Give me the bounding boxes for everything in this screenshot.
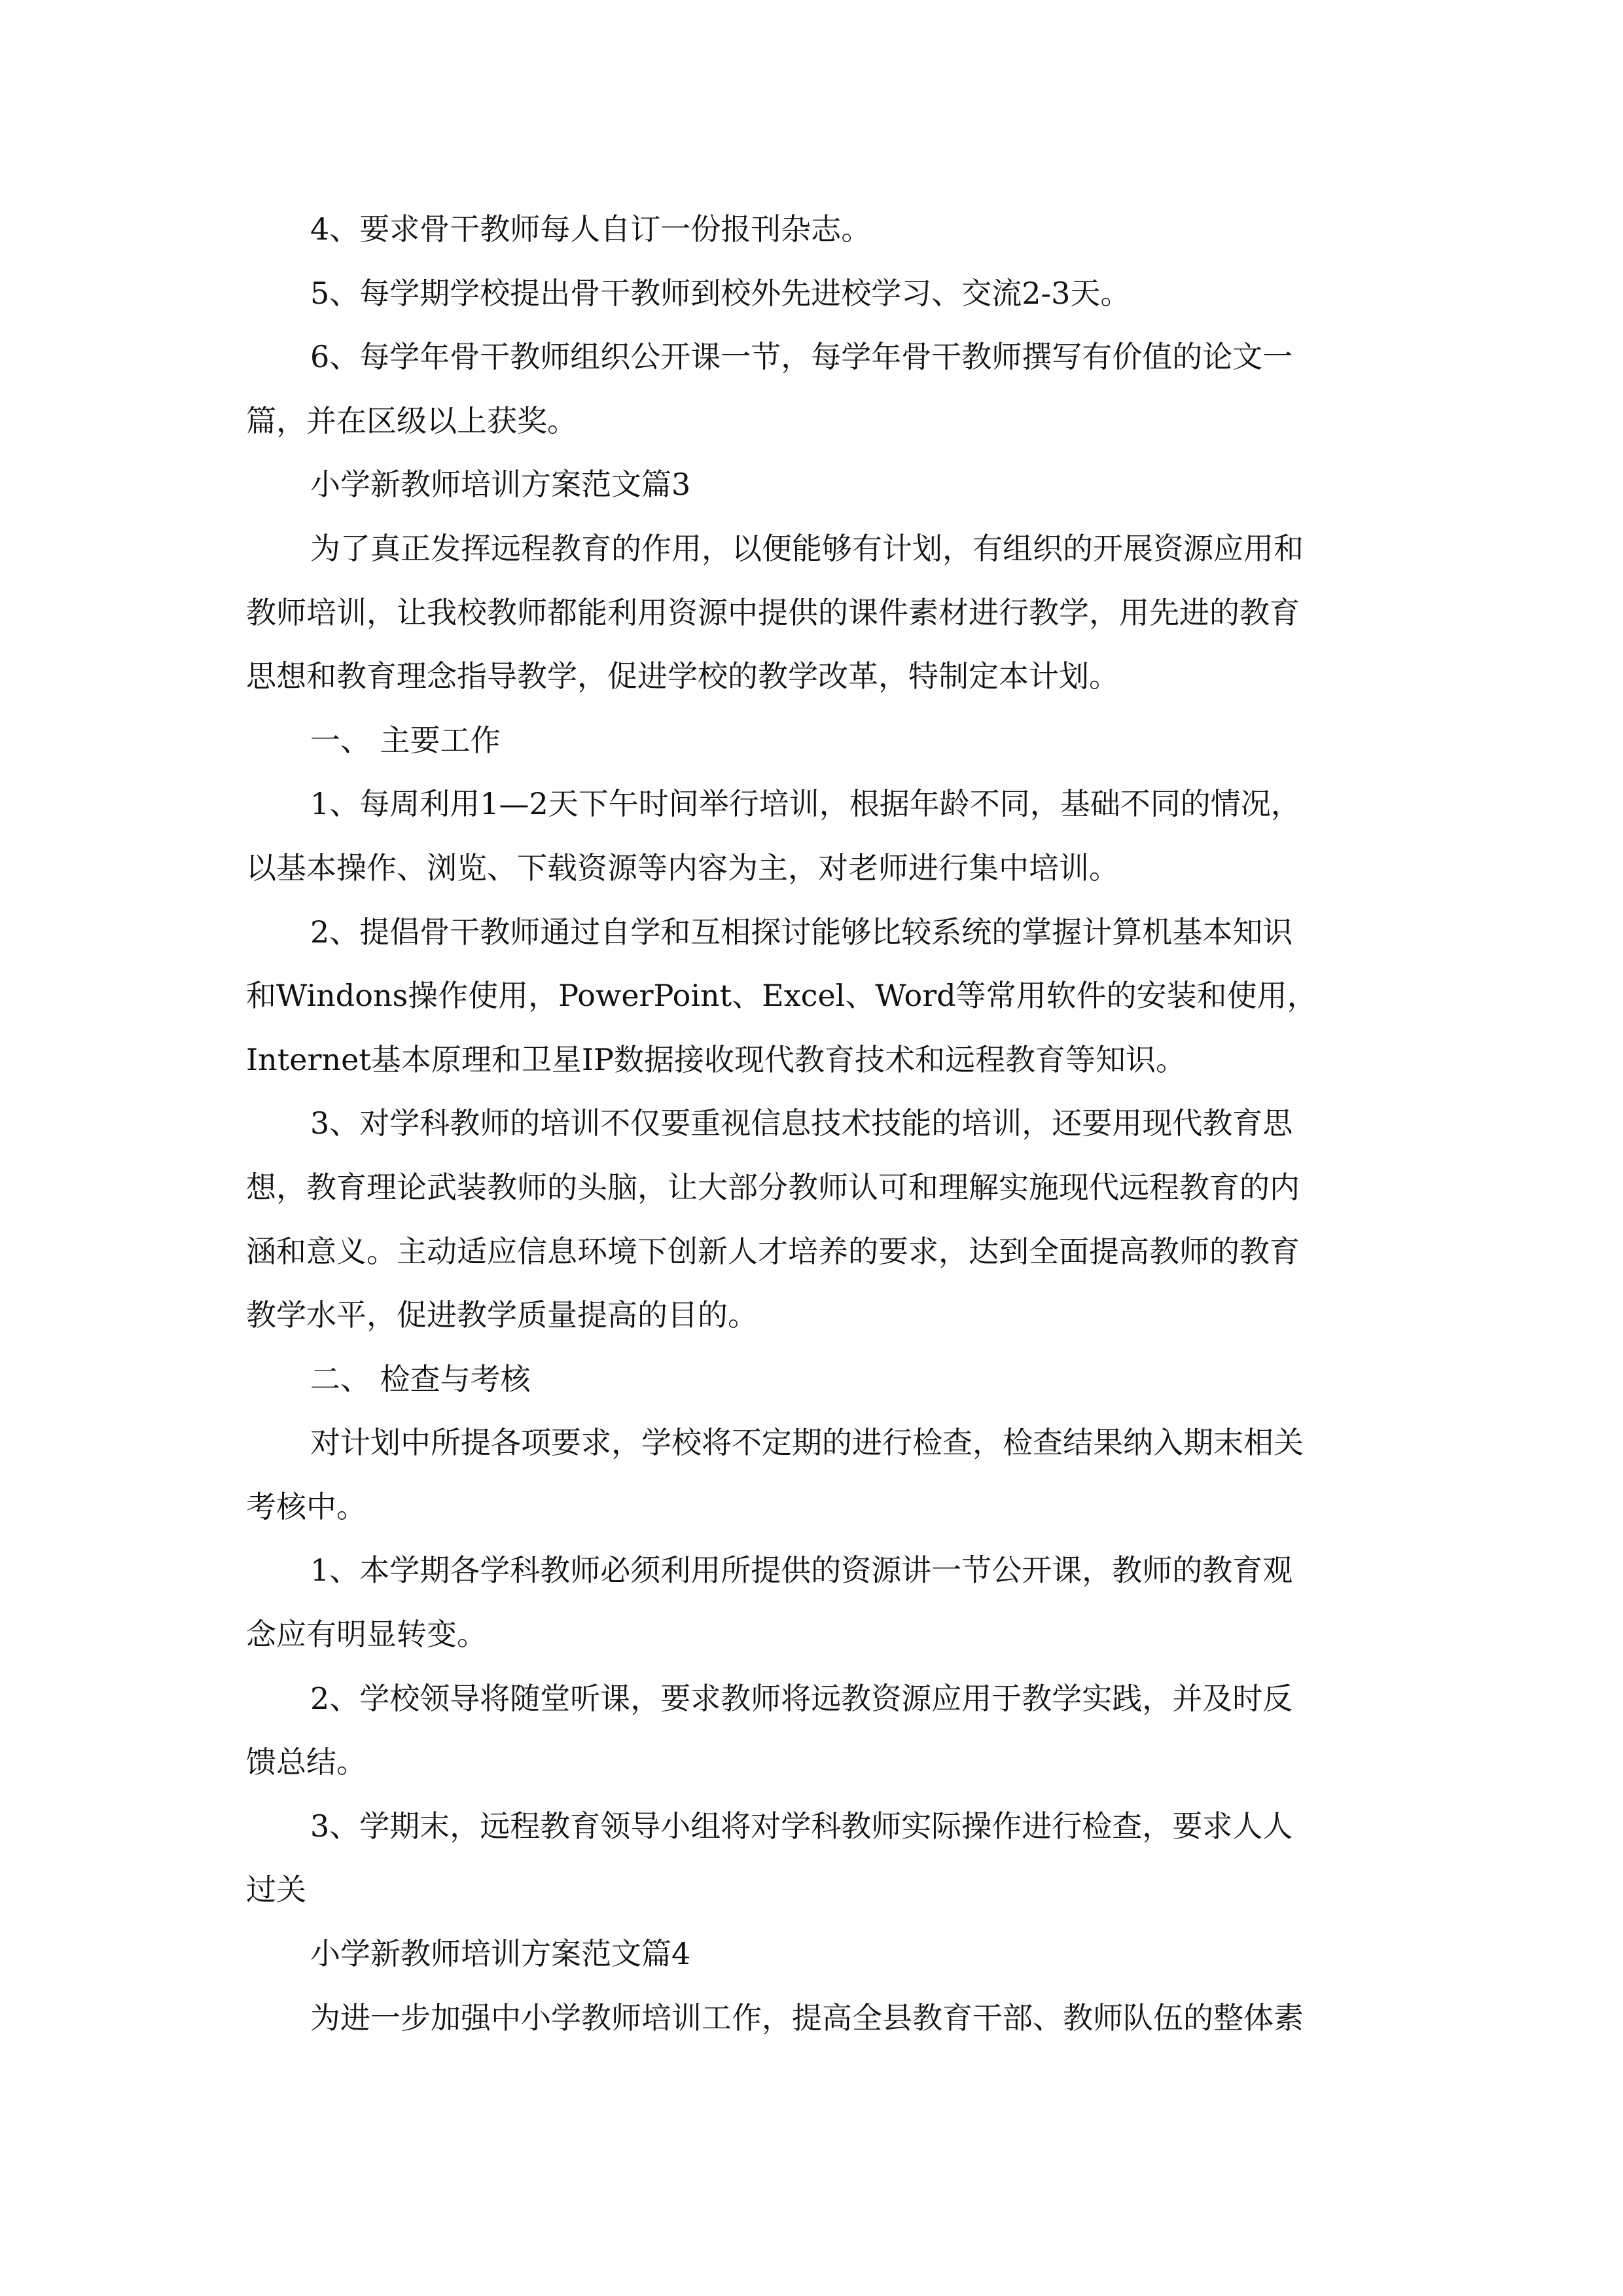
paragraph-line: 篇，并在区级以上获奖。 (246, 403, 577, 439)
paragraph-line: 想，教育理论武装教师的头脑，让大部分教师认可和理解实施现代远程教育的内 (246, 1169, 1300, 1205)
paragraph-line: 1、每周利用1—2天下午时间举行培训，根据年龄不同，基础不同的情况， (310, 786, 1301, 822)
paragraph-line: Internet基本原理和卫星IP数据接收现代教育技术和远程教育等知识。 (246, 1041, 1186, 1077)
paragraph-line: 为进一步加强中小学教师培训工作，提高全县教育干部、教师队伍的整体素 (310, 2000, 1304, 2036)
paragraph-line: 6、每学年骨干教师组织公开课一节，每学年骨干教师撰写有价值的论文一 (310, 339, 1293, 375)
paragraph-line: 对计划中所提各项要求，学校将不定期的进行检查，检查结果纳入期末相关 (310, 1425, 1304, 1461)
paragraph-line: 1、本学期各学科教师必须利用所提供的资源讲一节公开课，教师的教育观 (310, 1552, 1293, 1588)
paragraph-line: 考核中。 (246, 1488, 366, 1524)
paragraph-line: 教学水平，促进教学质量提高的目的。 (246, 1297, 758, 1333)
paragraph-line: 和Windons操作使用，PowerPoint、Excel、Word等常用软件的安装和使用， (246, 978, 1317, 1014)
section-heading: 小学新教师培训方案范文篇4 (310, 1936, 691, 1972)
paragraph-line: 念应有明显转变。 (246, 1617, 487, 1653)
paragraph-line: 2、提倡骨干教师通过自学和互相探讨能够比较系统的掌握计算机基本知识 (310, 914, 1293, 950)
paragraph-line: 教师培训，让我校教师都能利用资源中提供的课件素材进行教学，用先进的教育 (246, 594, 1300, 630)
paragraph-line: 涵和意义。主动适应信息环境下创新人才培养的要求，达到全面提高教师的教育 (246, 1233, 1300, 1269)
document-body (246, 198, 1382, 2050)
paragraph-line: 4、要求骨干教师每人自订一份报刊杂志。 (310, 211, 872, 247)
paragraph-line: 2、学校领导将随堂听课，要求教师将远教资源应用于教学实践，并及时反 (310, 1680, 1293, 1716)
paragraph-line: 为了真正发挥远程教育的作用，以便能够有计划，有组织的开展资源应用和 (310, 530, 1304, 566)
outline-heading: 一、 主要工作 (310, 722, 501, 758)
paragraph-line: 馈总结。 (246, 1744, 366, 1780)
paragraph-line: 过关 (246, 1872, 306, 1908)
outline-heading: 二、 检查与考核 (310, 1361, 531, 1397)
paragraph-line: 以基本操作、浏览、下载资源等内容为主，对老师进行集中培训。 (246, 850, 1119, 886)
paragraph-line: 思想和教育理念指导教学，促进学校的教学改革，特制定本计划。 (246, 658, 1119, 694)
section-heading: 小学新教师培训方案范文篇3 (310, 467, 691, 503)
paragraph-line: 3、对学科教师的培训不仅要重视信息技术技能的培训，还要用现代教育思 (310, 1105, 1293, 1141)
paragraph-line: 5、每学期学校提出骨干教师到校外先进校学习、交流2-3天。 (310, 275, 1131, 311)
paragraph-line: 3、学期末，远程教育领导小组将对学科教师实际操作进行检查，要求人人 (310, 1808, 1293, 1844)
